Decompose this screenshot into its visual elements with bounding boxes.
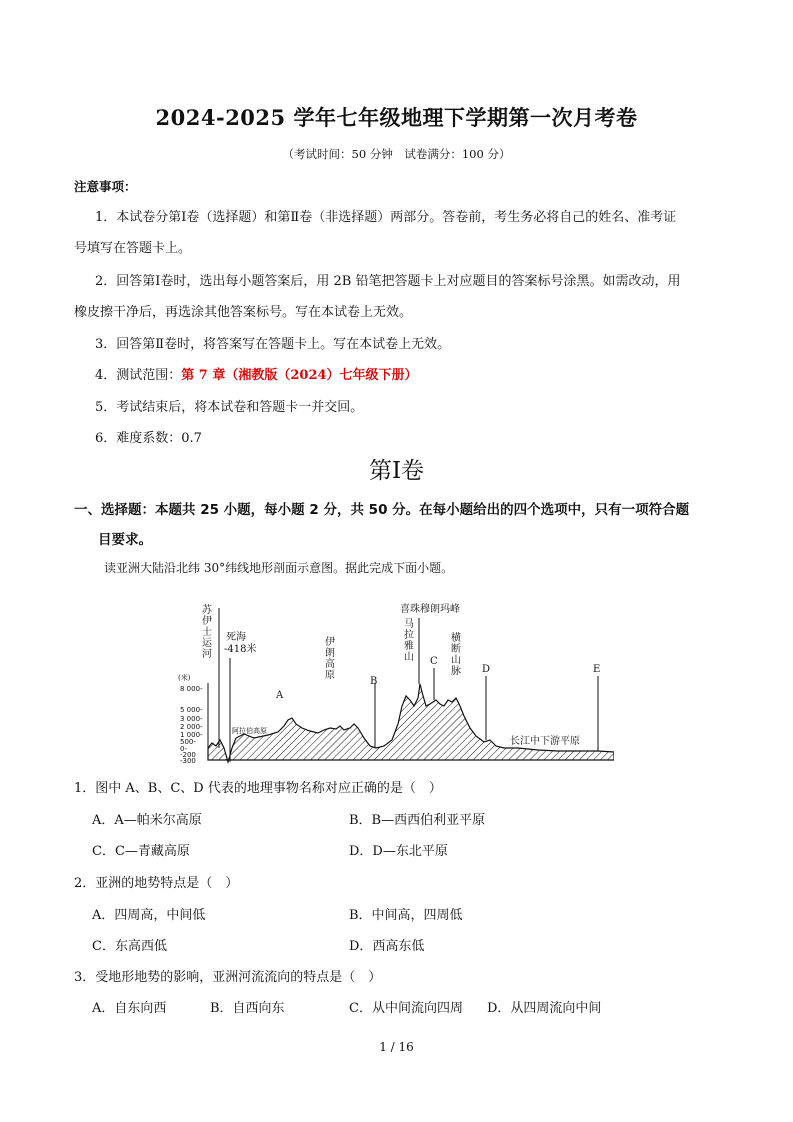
section-heading-line-2: 目要求。 xyxy=(98,532,152,548)
terrain-profile xyxy=(208,684,614,762)
point-c-label: C xyxy=(430,656,438,667)
himalaya-label: 马拉雅山 xyxy=(401,618,413,662)
page-title: 2024-2025 学年七年级地理下学期第一次月考卷 xyxy=(155,105,638,130)
note-2-line-1: 2．回答第Ⅰ卷时，选出每小题答案后，用 2B 铅笔把答题卡上对应题目的答案标号涂黑。如需改动，用 xyxy=(95,274,681,289)
point-a-label: A xyxy=(276,690,284,701)
test-scope: 第 7 章（湘教版（2024）七年级下册） xyxy=(181,368,418,383)
tick-label: 0- xyxy=(180,745,187,753)
tick-label: -200 xyxy=(180,751,196,759)
question-2-option-c[interactable]: C．东高西低 xyxy=(92,939,167,954)
tick-label: 5 000- xyxy=(180,706,203,714)
exam-info: （考试时间：50 分钟 试卷满分：100 分） xyxy=(282,147,511,161)
point-b-label: B xyxy=(370,676,378,687)
question-3-stem: 3．受地形地势的影响，亚洲河流流向的特点是（ ） xyxy=(74,970,382,985)
note-5: 5．考试结束后，将本试卷和答题卡一并交回。 xyxy=(95,400,364,415)
yangtze-plain-label: 长江中下游平原 xyxy=(510,736,580,747)
note-1-line-1: 1．本试卷分第Ⅰ卷（选择题）和第Ⅱ卷（非选择题）两部分。答卷前，考生务必将自己的姓名、准考证 xyxy=(95,210,677,225)
terrain-profile-figure xyxy=(178,588,614,768)
note-2-line-2: 橡皮擦干净后，再选涂其他答案标号。写在本试卷上无效。 xyxy=(74,305,413,320)
point-d-label: D xyxy=(482,664,491,675)
question-3-option-d[interactable]: D．从四周流向中间 xyxy=(487,1001,602,1016)
suez-label: 苏伊士运河 xyxy=(199,604,211,659)
notes-heading: 注意事项： xyxy=(74,179,137,194)
note-3: 3．回答第Ⅱ卷时，将答案写在答题卡上。写在本试卷上无效。 xyxy=(95,337,451,352)
everest-label: 喜珠穆朗玛峰 xyxy=(400,604,460,615)
point-e-label: E xyxy=(593,664,601,675)
note-4 xyxy=(95,364,418,383)
tick-label: 3 000- xyxy=(180,715,203,723)
question-1-option-b[interactable]: B．B—西西伯利亚平原 xyxy=(349,813,486,828)
question-2-option-d[interactable]: D．西高东低 xyxy=(349,939,425,954)
question-1-option-d[interactable]: D．D—东北平原 xyxy=(349,844,448,859)
volume-title: 第Ⅰ卷 xyxy=(368,458,425,484)
note-6: 6．难度系数：0.7 xyxy=(95,431,202,446)
question-2-option-b[interactable]: B．中间高，四周低 xyxy=(349,908,463,923)
hengduan-label: 横断山脉 xyxy=(448,632,460,676)
question-1-option-c[interactable]: C．C—青藏高原 xyxy=(92,844,190,859)
tick-label: 2 000- xyxy=(180,723,203,731)
iran-plateau-label: 伊朗高原 xyxy=(322,636,334,680)
unit-label: (米) xyxy=(178,674,191,682)
note-4-prefix: 4．测试范围： xyxy=(95,368,182,383)
question-1-option-a[interactable]: A．A—帕米尔高原 xyxy=(92,813,202,828)
dead-sea-label: 死海 xyxy=(226,632,246,643)
tick-label: 500- xyxy=(180,738,196,746)
question-1-stem: 1．图中 A、B、C、D 代表的地理事物名称对应正确的是（ ） xyxy=(74,781,442,796)
question-3-option-c[interactable]: C．从中间流向四周 xyxy=(349,1001,463,1016)
arabian-plateau-label: 阿拉伯高原 xyxy=(232,727,267,735)
tick-label: 8 000- xyxy=(180,685,203,693)
dead-sea-depth-label: -418米 xyxy=(224,644,257,655)
figure-intro: 读亚洲大陆沿北纬 30°纬线地形剖面示意图。据此完成下面小题。 xyxy=(104,561,454,575)
question-3-option-a[interactable]: A．自东向西 xyxy=(92,1001,167,1016)
question-2-stem: 2．亚洲的地势特点是（ ） xyxy=(74,876,239,891)
section-heading-line-1: 一、选择题：本题共 25 小题，每小题 2 分，共 50 分。在每小题给出的四个选项中，只有一项符合题 xyxy=(74,502,690,518)
page-number: 1 / 16 xyxy=(379,1040,414,1054)
tick-label: -300 xyxy=(180,757,196,765)
tick-label: 1 000- xyxy=(180,731,203,739)
question-3-option-b[interactable]: B．自西向东 xyxy=(210,1001,285,1016)
question-2-option-a[interactable]: A．四周高，中间低 xyxy=(92,908,206,923)
note-1-line-2: 号填写在答题卡上。 xyxy=(74,241,192,256)
